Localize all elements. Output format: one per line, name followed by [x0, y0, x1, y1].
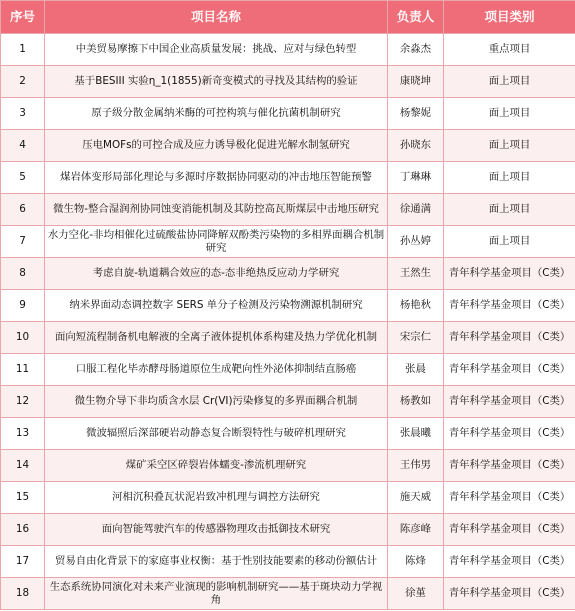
row-leader: 孙晓东: [388, 130, 444, 162]
row-category: 青年科学基金项目（C类）: [444, 418, 575, 450]
table-row: [1, 546, 575, 578]
row-index: 16: [1, 514, 45, 546]
row-leader: 孙丛婷: [388, 226, 444, 258]
row-category: 青年科学基金项目（C类）: [444, 354, 575, 386]
row-category: 面上项目: [444, 194, 575, 226]
row-leader: 徐堇: [388, 578, 444, 610]
table-header-row: [1, 1, 575, 34]
row-leader: 陈彦峰: [388, 514, 444, 546]
table-row: [1, 578, 575, 610]
table-row: [1, 194, 575, 226]
table-row: [1, 66, 575, 98]
row-category: 青年科学基金项目（C类）: [444, 482, 575, 514]
row-name: 纳米界面动态调控数字 SERS 单分子检测及污染物溯源机制研究: [45, 290, 388, 322]
table-row: [1, 226, 575, 258]
row-category: 青年科学基金项目（C类）: [444, 450, 575, 482]
row-name: 微生物-整合湿润剂协同蚀变消能机制及其防控高瓦斯煤层中击地压研究: [45, 194, 388, 226]
row-name: 微生物介导下非均质含水层 Cr(VI)污染修复的多界面耦合机制: [45, 386, 388, 418]
table-row: [1, 482, 575, 514]
row-index: 11: [1, 354, 45, 386]
row-index: 8: [1, 258, 45, 290]
row-leader: 徐通满: [388, 194, 444, 226]
table-row: [1, 354, 575, 386]
table-row: [1, 162, 575, 194]
row-leader: 施天威: [388, 482, 444, 514]
table-row: [1, 290, 575, 322]
table-row: [1, 258, 575, 290]
header-leader: 负责人: [388, 1, 444, 34]
row-leader: 杨艳秋: [388, 290, 444, 322]
row-name: 微波辐照后深部硬岩动静态复合断裂特性与破碎机理研究: [45, 418, 388, 450]
table-row: [1, 34, 575, 66]
table-body: [1, 34, 575, 610]
table-row: [1, 130, 575, 162]
row-name: 河相沉积叠瓦状泥岩致冲机理与调控方法研究: [45, 482, 388, 514]
row-name: 基于BESIII 实验η_1(1855)新奇变模式的寻找及其结构的验证: [45, 66, 388, 98]
row-index: 12: [1, 386, 45, 418]
row-leader: 王然生: [388, 258, 444, 290]
table-row: [1, 322, 575, 354]
row-leader: 宋宗仁: [388, 322, 444, 354]
row-category: 青年科学基金项目（C类）: [444, 290, 575, 322]
row-index: 15: [1, 482, 45, 514]
row-name: 煤岩体变形局部化理论与多源时序数据协同驱动的冲击地压智能预警: [45, 162, 388, 194]
row-leader: 丁琳琳: [388, 162, 444, 194]
row-leader: 康晓坤: [388, 66, 444, 98]
row-category: 面上项目: [444, 226, 575, 258]
row-category: 青年科学基金项目（C类）: [444, 514, 575, 546]
row-leader: 杨教如: [388, 386, 444, 418]
row-category: 青年科学基金项目（C类）: [444, 258, 575, 290]
row-name: 原子级分散金属纳米酶的可控构筑与催化抗菌机制研究: [45, 98, 388, 130]
row-category: 面上项目: [444, 162, 575, 194]
row-index: 10: [1, 322, 45, 354]
row-name: 面向短流程制备机电解液的全离子液体提机体系构建及热力学优化机制: [45, 322, 388, 354]
row-leader: 张晨: [388, 354, 444, 386]
row-category: 青年科学基金项目（C类）: [444, 386, 575, 418]
row-category: 面上项目: [444, 66, 575, 98]
row-index: 1: [1, 34, 45, 66]
row-category: 面上项目: [444, 130, 575, 162]
row-category: 面上项目: [444, 98, 575, 130]
row-index: 9: [1, 290, 45, 322]
row-category: 青年科学基金项目（C类）: [444, 546, 575, 578]
header-index: 序号: [1, 1, 45, 34]
row-index: 18: [1, 578, 45, 610]
row-index: 2: [1, 66, 45, 98]
row-category: 重点项目: [444, 34, 575, 66]
header-category: 项目类别: [444, 1, 575, 34]
row-index: 14: [1, 450, 45, 482]
row-name: 贸易自由化背景下的家庭事业权衡：基于性别技能要素的移动份额估计: [45, 546, 388, 578]
row-index: 13: [1, 418, 45, 450]
table-row: [1, 514, 575, 546]
row-index: 7: [1, 226, 45, 258]
row-index: 6: [1, 194, 45, 226]
row-name: 水力空化-非均相催化过硫酸盐协同降解双酚类污染物的多相界面耦合机制研究: [45, 226, 388, 258]
row-name: 口服工程化毕赤酵母肠道原位生成靶向性外泌体抑制结直肠癌: [45, 354, 388, 386]
row-name: 考虑自旋-轨道耦合效应的态-态非绝热反应动力学研究: [45, 258, 388, 290]
table-row: [1, 418, 575, 450]
row-name: 压电MOFs的可控合成及应力诱导极化促进光解水制氢研究: [45, 130, 388, 162]
table-row: [1, 386, 575, 418]
row-name: 中美贸易摩擦下中国企业高质量发展：挑战、应对与绿色转型: [45, 34, 388, 66]
table-row: [1, 98, 575, 130]
row-category: 青年科学基金项目（C类）: [444, 578, 575, 610]
table-row: [1, 450, 575, 482]
row-index: 4: [1, 130, 45, 162]
row-index: 5: [1, 162, 45, 194]
header-name: 项目名称: [45, 1, 388, 34]
row-index: 17: [1, 546, 45, 578]
row-leader: 王伟男: [388, 450, 444, 482]
row-name: 面向智能驾驶汽车的传感器物理攻击抵御技术研究: [45, 514, 388, 546]
row-leader: 张晨曦: [388, 418, 444, 450]
row-leader: 余淼杰: [388, 34, 444, 66]
row-leader: 杨黎妮: [388, 98, 444, 130]
row-name: 生态系统协同演化对未来产业演现的影响机制研究——基于斑块动力学视角: [45, 578, 388, 610]
row-name: 煤矿采空区碎裂岩体蠕变-渗流机理研究: [45, 450, 388, 482]
row-category: 青年科学基金项目（C类）: [444, 322, 575, 354]
row-leader: 陈烽: [388, 546, 444, 578]
row-index: 3: [1, 98, 45, 130]
